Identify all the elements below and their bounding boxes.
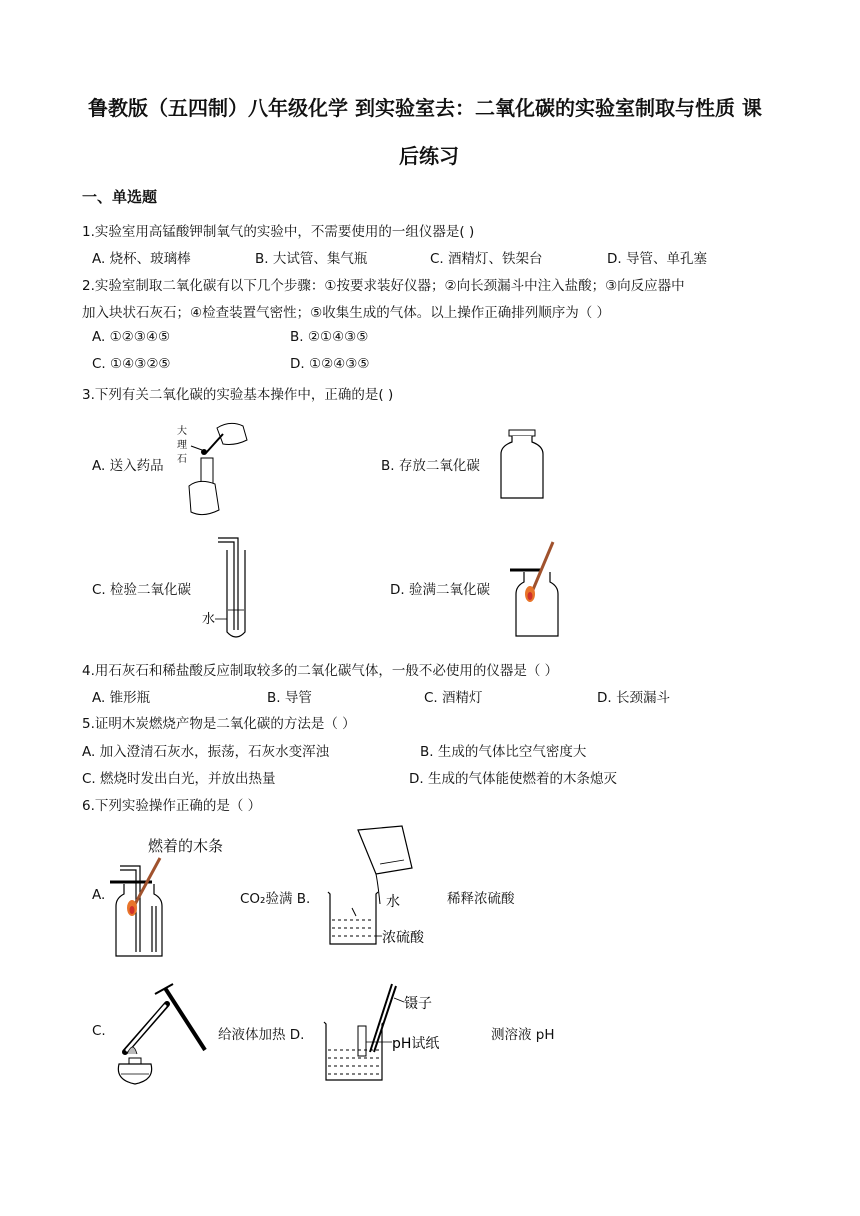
q1-option-a: A. 烧杯、玻璃棒: [92, 251, 191, 267]
q3-option-a: A. 送入药品: [92, 458, 164, 474]
q6-figure-b: [320, 824, 440, 954]
q2-option-d: D. ①②④③⑤: [290, 356, 370, 372]
question-5-stem: 5.证明木炭燃烧产物是二氧化碳的方法是（ ）: [82, 716, 356, 732]
q2-option-a: A. ①②③④⑤: [92, 329, 171, 345]
q1-option-d: D. 导管、单孔塞: [607, 251, 707, 267]
q5-option-a: A. 加入澄清石灰水，振荡，石灰水变浑浊: [82, 744, 330, 760]
q3-fig-a-marble-label-2: 理: [177, 440, 187, 451]
q6-option-d-text: 测溶液 pH: [491, 1027, 555, 1043]
question-2-stem-line2: 加入块状石灰石；④检查装置气密性；⑤收集生成的气体。以上操作正确排列顺序为（ ）: [82, 305, 610, 321]
q3-option-b: B. 存放二氧化碳: [381, 458, 480, 474]
q3-option-d: D. 验满二氧化碳: [390, 582, 490, 598]
q3-fig-a-marble-label-3: 石: [177, 454, 187, 465]
q4-option-b: B. 导管: [267, 690, 312, 706]
q4-option-c: C. 酒精灯: [424, 690, 483, 706]
q6-figure-a: [108, 852, 178, 960]
question-1-stem: 1.实验室用高锰酸钾制氧气的实验中，不需要使用的一组仪器是( ): [82, 224, 475, 240]
question-4-stem: 4.用石灰石和稀盐酸反应制取较多的二氧化碳气体，一般不必使用的仪器是（ ）: [82, 663, 559, 679]
q6-option-c-letter: C.: [92, 1023, 106, 1039]
q6-fig-d-ph-label: pH试纸: [392, 1036, 440, 1052]
q5-option-d: D. 生成的气体能使燃着的木条熄灭: [409, 771, 617, 787]
page-title-line1: 鲁教版（五四制）八年级化学 到实验室去：二氧化碳的实验室制取与性质 课: [88, 96, 762, 120]
q6-figure-caption: 燃着的木条: [148, 837, 224, 855]
question-2-stem-line1: 2.实验室制取二氧化碳有以下几个步骤：①按要求装好仪器；②向长颈漏斗中注入盐酸；③向反应器中: [82, 278, 685, 294]
q1-option-b: B. 大试管、集气瓶: [255, 251, 368, 267]
q3-fig-c-water-label: 水: [202, 612, 216, 627]
q6-fig-d-tweezers-label: 镊子: [404, 996, 432, 1012]
page-title-line2: 后练习: [399, 144, 459, 168]
q5-option-c: C. 燃烧时发出白光，并放出热量: [82, 771, 276, 787]
q3-fig-a-marble-label-1: 大: [177, 426, 187, 437]
q4-option-a: A. 锥形瓶: [92, 690, 151, 706]
question-6-stem: 6.下列实验操作正确的是（ ）: [82, 798, 262, 814]
q6-option-a-text: CO₂验满 B.: [240, 891, 311, 907]
q2-option-c: C. ①④③②⑤: [92, 356, 171, 372]
q3-figure-c: [200, 530, 260, 645]
q4-option-d: D. 长颈漏斗: [597, 690, 670, 706]
q6-option-a-letter: A.: [92, 887, 106, 903]
q3-figure-b: [497, 428, 547, 500]
q2-option-b: B. ②①④③⑤: [290, 329, 369, 345]
q6-option-c-text: 给液体加热 D.: [218, 1027, 305, 1043]
q6-figure-c: [105, 980, 217, 1088]
q6-figure-d: [320, 982, 450, 1084]
q6-option-b-text: 稀释浓硫酸: [447, 891, 515, 907]
q6-fig-b-water-label: 水: [386, 894, 400, 910]
q6-fig-b-acid-label: 浓硫酸: [382, 930, 424, 946]
q3-figure-d: [508, 538, 568, 640]
q3-option-c: C. 检验二氧化碳: [92, 582, 192, 598]
q3-figure-a: [175, 418, 255, 518]
q5-option-b: B. 生成的气体比空气密度大: [420, 744, 587, 760]
question-3-stem: 3.下列有关二氧化碳的实验基本操作中，正确的是( ): [82, 387, 394, 403]
section-heading: 一、单选题: [82, 188, 158, 206]
q1-option-c: C. 酒精灯、铁架台: [430, 251, 543, 267]
